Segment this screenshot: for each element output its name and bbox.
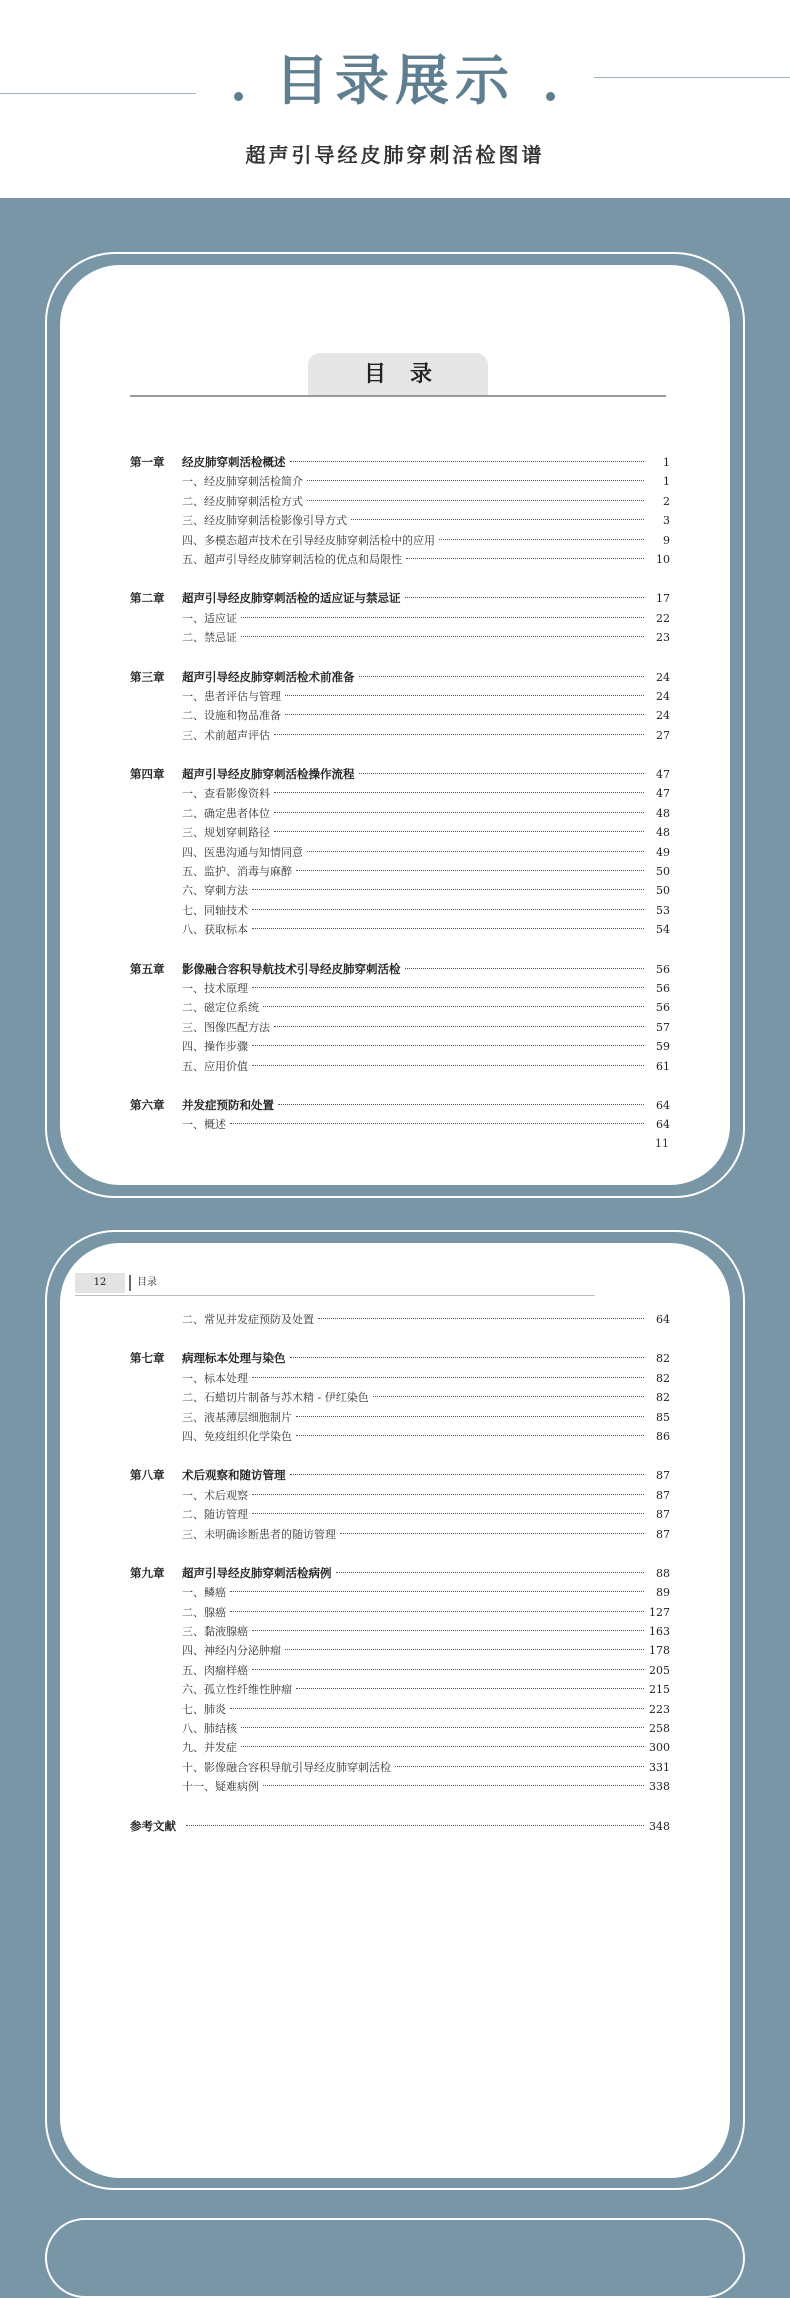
dot-leader xyxy=(241,636,644,637)
chapter-block xyxy=(130,1096,670,1135)
page-ref: 64 xyxy=(656,1098,670,1112)
section-title: 一、适应证 xyxy=(182,611,237,625)
section-title: 三、液基薄层细胞制片 xyxy=(182,1410,292,1424)
dot-leader xyxy=(241,1746,644,1747)
page-ref: 50 xyxy=(656,865,670,879)
section-row xyxy=(130,1057,670,1076)
chapter-number: 第七章 xyxy=(130,1351,165,1366)
section-row xyxy=(130,920,670,939)
section-row xyxy=(130,979,670,998)
section-row xyxy=(130,628,670,647)
page-ref: 89 xyxy=(656,1586,670,1600)
section-row xyxy=(130,998,670,1017)
section-title: 十、影像融合容积导航引导经皮肺穿刺活检 xyxy=(182,1760,391,1774)
running-head-page: 12 xyxy=(75,1273,125,1293)
page-ref: 27 xyxy=(656,728,670,742)
chapter-block xyxy=(130,1817,670,1836)
chapter-block xyxy=(130,1310,670,1329)
chapter-number: 第五章 xyxy=(130,961,165,976)
dot-leader xyxy=(336,1572,645,1573)
chapter-row xyxy=(130,453,670,472)
page-ref: 348 xyxy=(649,1819,670,1833)
section-row xyxy=(130,1738,670,1757)
section-title: 三、经皮肺穿刺活检影像引导方式 xyxy=(182,514,347,528)
section-title: 六、孤立性纤维性肿瘤 xyxy=(182,1683,292,1697)
dot-leader xyxy=(395,1766,644,1767)
section-title: 四、免疫组织化学染色 xyxy=(182,1429,292,1443)
dot-leader xyxy=(359,773,645,774)
dot-leader xyxy=(307,480,644,481)
section-row xyxy=(130,726,670,745)
section-row xyxy=(130,1700,670,1719)
section-row xyxy=(130,843,670,862)
section-row xyxy=(130,609,670,628)
section-title: 五、肉瘤样癌 xyxy=(182,1663,248,1677)
section-title: 七、肺炎 xyxy=(182,1702,226,1716)
dot-leader xyxy=(405,597,645,598)
section-row xyxy=(130,1486,670,1505)
chapter-title: 超声引导经皮肺穿刺活检病例 xyxy=(182,1565,332,1580)
dot-leader xyxy=(274,792,644,793)
dot-leader xyxy=(230,1708,644,1709)
section-title: 五、超声引导经皮肺穿刺活检的优点和局限性 xyxy=(182,552,402,566)
section-title: 一、鳞癌 xyxy=(182,1586,226,1600)
chapter-block xyxy=(130,1564,670,1797)
section-row xyxy=(130,862,670,881)
page-ref: 87 xyxy=(656,1469,670,1483)
dot-leader xyxy=(351,519,644,520)
section-row xyxy=(130,823,670,842)
toc-list xyxy=(130,453,670,1155)
section-row xyxy=(130,687,670,706)
section-title: 五、应用价值 xyxy=(182,1059,248,1073)
dot-leader xyxy=(252,1513,644,1514)
section-title: 二、石蜡切片制备与苏木精 - 伊红染色 xyxy=(182,1391,369,1405)
chapter-row xyxy=(130,1349,670,1368)
page-ref: 178 xyxy=(649,1644,670,1658)
dot-leader xyxy=(405,968,645,969)
page-ref: 127 xyxy=(649,1605,670,1619)
section-row xyxy=(130,1622,670,1641)
chapter-row xyxy=(130,589,670,608)
page-ref: 87 xyxy=(656,1527,670,1541)
page-ref: 48 xyxy=(656,826,670,840)
dot-leader xyxy=(252,889,644,890)
header-banner xyxy=(0,0,790,198)
dot-leader xyxy=(373,1396,644,1397)
dot-leader xyxy=(406,558,644,559)
page-ref: 331 xyxy=(649,1760,670,1774)
page-ref: 24 xyxy=(656,709,670,723)
running-head-label: 目录 xyxy=(137,1277,157,1288)
chapter-block xyxy=(130,960,670,1076)
dot-leader xyxy=(252,1494,644,1495)
section-row xyxy=(130,511,670,530)
section-title: 四、医患沟通与知情同意 xyxy=(182,845,303,859)
section-title: 十一、疑难病例 xyxy=(182,1780,259,1794)
dot-leader xyxy=(230,1591,644,1592)
section-title: 二、经皮肺穿刺活检方式 xyxy=(182,494,303,508)
dot-leader xyxy=(359,676,645,677)
dot-leader xyxy=(230,1611,644,1612)
chapter-number: 第二章 xyxy=(130,591,165,606)
section-row xyxy=(130,1641,670,1660)
page-ref: 24 xyxy=(656,670,670,684)
page-ref: 56 xyxy=(656,981,670,995)
page-ref: 215 xyxy=(649,1683,670,1697)
chapter-title: 超声引导经皮肺穿刺活检术前准备 xyxy=(182,669,355,684)
section-row xyxy=(130,550,670,569)
page-ref: 82 xyxy=(656,1391,670,1405)
section-title: 五、监护、消毒与麻醉 xyxy=(182,865,292,879)
section-row xyxy=(130,784,670,803)
section-title: 一、查看影像资料 xyxy=(182,787,270,801)
section-title: 一、技术原理 xyxy=(182,981,248,995)
section-title: 一、术后观察 xyxy=(182,1488,248,1502)
dot-leader xyxy=(252,987,644,988)
section-title: 四、多模态超声技术在引导经皮肺穿刺活检中的应用 xyxy=(182,533,435,547)
chapter-block xyxy=(130,765,670,940)
section-title: 一、概述 xyxy=(182,1118,226,1132)
section-title: 目录展示 xyxy=(275,49,515,112)
section-row xyxy=(130,1369,670,1388)
chapter-block xyxy=(130,668,670,746)
section-row xyxy=(130,1037,670,1056)
page-frame xyxy=(45,2218,745,2298)
page-ref: 50 xyxy=(656,884,670,898)
page-ref: 1 xyxy=(663,475,670,489)
chapter-number: 第三章 xyxy=(130,669,165,684)
chapter-title: 经皮肺穿刺活检概述 xyxy=(182,455,286,469)
section-row xyxy=(130,1505,670,1524)
dot-leader xyxy=(241,617,644,618)
section-title: 二、设施和物品准备 xyxy=(182,709,281,723)
page-number: 11 xyxy=(655,1137,669,1150)
chapter-number: 第八章 xyxy=(130,1468,165,1483)
running-head xyxy=(75,1273,595,1296)
dot-leader xyxy=(290,1474,645,1475)
dot-leader xyxy=(285,714,644,715)
page-ref: 47 xyxy=(656,787,670,801)
dot-leader xyxy=(274,831,644,832)
section-row xyxy=(130,901,670,920)
dot-leader xyxy=(252,928,644,929)
dot-leader xyxy=(285,695,644,696)
toc-heading-rule xyxy=(130,395,666,397)
chapter-block xyxy=(130,1349,670,1446)
toc-heading-label: 目录 xyxy=(308,353,488,395)
section-title: 九、并发症 xyxy=(182,1741,237,1755)
page-ref: 82 xyxy=(656,1371,670,1385)
dot-leader xyxy=(278,1104,644,1105)
section-title: 二、腺癌 xyxy=(182,1605,226,1619)
dot-leader xyxy=(263,1785,644,1786)
section-row xyxy=(130,1115,670,1134)
dot-leader xyxy=(285,1649,644,1650)
section-title: 四、神经内分泌肿瘤 xyxy=(182,1644,281,1658)
section-title: 二、磁定位系统 xyxy=(182,1001,259,1015)
section-title: 三、规划穿刺路径 xyxy=(182,826,270,840)
section-title: 一、患者评估与管理 xyxy=(182,689,281,703)
section-title: 八、获取标本 xyxy=(182,923,248,937)
page-ref: 48 xyxy=(656,806,670,820)
section-row xyxy=(130,1408,670,1427)
section-row xyxy=(130,1583,670,1602)
chapter-number: 第六章 xyxy=(130,1097,165,1112)
page-ref: 300 xyxy=(649,1741,670,1755)
section-title: 三、术前超声评估 xyxy=(182,728,270,742)
section-row xyxy=(130,1758,670,1777)
section-title: 二、禁忌证 xyxy=(182,631,237,645)
dot-leader xyxy=(296,1416,644,1417)
page-ref: 9 xyxy=(663,533,670,547)
page-ref: 82 xyxy=(656,1352,670,1366)
dot-leader xyxy=(307,500,644,501)
section-title: 二、随访管理 xyxy=(182,1508,248,1522)
dot-leader xyxy=(186,1825,644,1826)
section-row xyxy=(130,1525,670,1544)
section-row xyxy=(130,1310,670,1329)
page-ref: 54 xyxy=(656,923,670,937)
page-ref: 64 xyxy=(656,1118,670,1132)
section-row xyxy=(130,531,670,550)
section-title: 七、同轴技术 xyxy=(182,903,248,917)
chapter-row xyxy=(130,668,670,687)
section-title: 三、图像匹配方法 xyxy=(182,1020,270,1034)
page-ref: 24 xyxy=(656,689,670,703)
chapter-number: 参考文献 xyxy=(130,1818,176,1833)
dot-leader xyxy=(252,1065,644,1066)
section-title: 八、肺结核 xyxy=(182,1722,237,1736)
page-ref: 10 xyxy=(656,552,670,566)
section-row xyxy=(130,1388,670,1407)
dot-leader xyxy=(252,1377,644,1378)
page-ref: 338 xyxy=(649,1780,670,1794)
toc-page-2 xyxy=(60,1243,730,2178)
chapter-title: 病理标本处理与染色 xyxy=(182,1351,286,1366)
section-row xyxy=(130,1427,670,1446)
section-title: 六、穿刺方法 xyxy=(182,884,248,898)
chapter-number: 第一章 xyxy=(130,455,165,469)
chapter-row xyxy=(130,960,670,979)
section-row xyxy=(130,1603,670,1622)
dot-leader xyxy=(318,1318,644,1319)
section-title: 一、标本处理 xyxy=(182,1371,248,1385)
page-ref: 17 xyxy=(656,592,670,606)
section-title: 二、确定患者体位 xyxy=(182,806,270,820)
chapter-title: 影像融合容积导航技术引导经皮肺穿刺活检 xyxy=(182,961,401,976)
section-row xyxy=(130,804,670,823)
page-ref: 86 xyxy=(656,1429,670,1443)
chapter-block xyxy=(130,589,670,647)
dot-leader xyxy=(274,734,644,735)
chapter-number: 第九章 xyxy=(130,1565,165,1580)
page-ref: 205 xyxy=(649,1663,670,1677)
page-ref: 57 xyxy=(656,1020,670,1034)
book-title: 超声引导经皮肺穿刺活检图谱 xyxy=(245,143,545,167)
chapter-title: 术后观察和随访管理 xyxy=(182,1468,286,1483)
toc-heading xyxy=(130,353,660,397)
dot-leader xyxy=(296,1688,644,1689)
toc-list xyxy=(130,1310,670,1856)
chapter-row xyxy=(130,1096,670,1115)
dot-leader xyxy=(252,1669,644,1670)
dot-leader xyxy=(274,812,644,813)
section-row xyxy=(130,1719,670,1738)
section-row xyxy=(130,492,670,511)
chapter-block xyxy=(130,1466,670,1544)
chapter-title: 并发症预防和处置 xyxy=(182,1097,274,1112)
toc-page-1 xyxy=(60,265,730,1185)
chapter-row xyxy=(130,765,670,784)
dot-leader xyxy=(241,1727,644,1728)
page-ref: 61 xyxy=(656,1059,670,1073)
section-title: 二、常见并发症预防及处置 xyxy=(182,1313,314,1326)
dot-leader xyxy=(340,1533,644,1534)
page-ref: 163 xyxy=(649,1625,670,1639)
page-ref: 223 xyxy=(649,1702,670,1716)
dot-leader xyxy=(252,1045,644,1046)
dot-leader xyxy=(290,1357,645,1358)
page-ref: 258 xyxy=(649,1722,670,1736)
dot-leader xyxy=(252,909,644,910)
dot-leader xyxy=(290,461,645,462)
dot-leader xyxy=(263,1006,644,1007)
dot-leader xyxy=(274,1026,644,1027)
section-row xyxy=(130,1018,670,1037)
section-row xyxy=(130,472,670,491)
page-ref: 87 xyxy=(656,1488,670,1502)
section-title: 一、经皮肺穿刺活检简介 xyxy=(182,475,303,489)
page-ref: 2 xyxy=(663,494,670,508)
section-row xyxy=(130,1777,670,1796)
section-row xyxy=(130,706,670,725)
page-ref: 85 xyxy=(656,1410,670,1424)
section-title: 四、操作步骤 xyxy=(182,1040,248,1054)
section-row xyxy=(130,1661,670,1680)
dot-leader xyxy=(230,1123,644,1124)
chapter-title: 超声引导经皮肺穿刺活检操作流程 xyxy=(182,767,355,782)
dot-leader xyxy=(296,870,644,871)
chapter-number: 第四章 xyxy=(130,767,165,782)
section-row xyxy=(130,1680,670,1699)
page-ref: 53 xyxy=(656,903,670,917)
page-ref: 56 xyxy=(656,1001,670,1015)
section-row xyxy=(130,881,670,900)
chapter-title: 超声引导经皮肺穿刺活检的适应证与禁忌证 xyxy=(182,591,401,606)
page-ref: 56 xyxy=(656,962,670,976)
dot-leader xyxy=(439,539,644,540)
section-title: 三、黏液腺癌 xyxy=(182,1625,248,1639)
page-ref: 49 xyxy=(656,845,670,859)
section-title: 三、未明确诊断患者的随访管理 xyxy=(182,1527,336,1541)
page-ref: 87 xyxy=(656,1508,670,1522)
chapter-row xyxy=(130,1466,670,1485)
dot-leader xyxy=(296,1435,644,1436)
chapter-block xyxy=(130,453,670,569)
dot-leader xyxy=(307,851,644,852)
page-ref: 47 xyxy=(656,768,670,782)
page-ref: 1 xyxy=(663,456,670,469)
page-ref: 59 xyxy=(656,1040,670,1054)
page-ref: 3 xyxy=(663,514,670,528)
page-ref: 22 xyxy=(656,611,670,625)
dot-leader xyxy=(252,1630,644,1631)
page-ref: 88 xyxy=(656,1566,670,1580)
page-ref: 23 xyxy=(656,631,670,645)
chapter-row xyxy=(130,1564,670,1583)
running-head-divider xyxy=(129,1275,131,1291)
page-ref: 64 xyxy=(656,1313,670,1326)
chapter-row xyxy=(130,1817,670,1836)
